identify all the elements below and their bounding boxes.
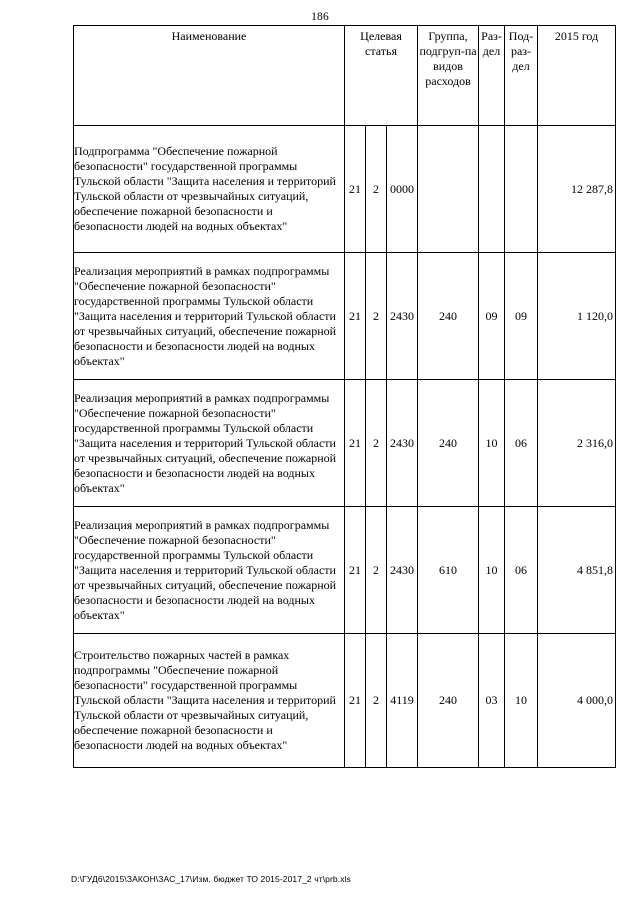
header-name: Наименование bbox=[74, 26, 345, 126]
target-code: 2430 bbox=[387, 507, 418, 634]
header-year: 2015 год bbox=[538, 26, 616, 126]
row-name: Реализация мероприятий в рамках подпрограммы "Обеспечение пожарной безопасности" государственной программы Тульской области "Защита населения и территорий Тульской области от чрезвычайных ситуаций, обеспечение пожарной безопасности и безопасности людей на водных объектах" bbox=[74, 507, 345, 634]
target-subprogram: 2 bbox=[366, 126, 387, 253]
target-program: 21 bbox=[345, 380, 366, 507]
table-row bbox=[74, 126, 616, 253]
target-code: 4119 bbox=[387, 634, 418, 768]
header-section: Раз-дел bbox=[479, 26, 505, 126]
expense-group: 610 bbox=[418, 507, 479, 634]
target-subprogram: 2 bbox=[366, 634, 387, 768]
table-row bbox=[74, 253, 616, 380]
target-program: 21 bbox=[345, 126, 366, 253]
subsection: 10 bbox=[505, 634, 538, 768]
header-subsection: Под-раз-дел bbox=[505, 26, 538, 126]
header-target: Целевая статья bbox=[345, 26, 418, 126]
target-program: 21 bbox=[345, 253, 366, 380]
subsection: 09 bbox=[505, 253, 538, 380]
target-code: 2430 bbox=[387, 380, 418, 507]
table-header-row bbox=[74, 26, 616, 126]
table-row bbox=[74, 634, 616, 768]
file-path-footer: D:\ГУД6\2015\ЗАКОН\ЗАС_17\Изм. бюджет ТО 2015-2017_2 чт\prb.xls bbox=[71, 874, 351, 884]
row-name: Реализация мероприятий в рамках подпрограммы "Обеспечение пожарной безопасности" государственной программы Тульской области "Защита населения и территорий Тульской области от чрезвычайных ситуаций, обеспечение пожарной безопасности и безопасности людей на водных объектах" bbox=[74, 380, 345, 507]
table-row bbox=[74, 380, 616, 507]
section: 03 bbox=[479, 634, 505, 768]
amount: 4 851,8 bbox=[538, 507, 616, 634]
row-name: Строительство пожарных частей в рамках подпрограммы "Обеспечение пожарной безопасности" государственной программы Тульской области "Защита населения и территорий Тульской области от чрезвычайных ситуаций, обеспечение пожарной безопасности и безопасности людей на водных объектах" bbox=[74, 634, 345, 768]
target-subprogram: 2 bbox=[366, 253, 387, 380]
amount: 1 120,0 bbox=[538, 253, 616, 380]
budget-table bbox=[73, 25, 616, 768]
row-name: Подпрограмма "Обеспечение пожарной безопасности" государственной программы Тульской области "Защита населения и территорий Тульской области от чрезвычайных ситуаций, обеспечение пожарной безопасности и безопасности людей на водных объектах" bbox=[74, 126, 345, 253]
section: 10 bbox=[479, 380, 505, 507]
section: 09 bbox=[479, 253, 505, 380]
target-subprogram: 2 bbox=[366, 380, 387, 507]
amount: 4 000,0 bbox=[538, 634, 616, 768]
row-name: Реализация мероприятий в рамках подпрограммы "Обеспечение пожарной безопасности" государственной программы Тульской области "Защита населения и территорий Тульской области от чрезвычайных ситуаций, обеспечение пожарной безопасности и безопасности людей на водных объектах" bbox=[74, 253, 345, 380]
section bbox=[479, 126, 505, 253]
amount: 12 287,8 bbox=[538, 126, 616, 253]
amount: 2 316,0 bbox=[538, 380, 616, 507]
subsection: 06 bbox=[505, 507, 538, 634]
section: 10 bbox=[479, 507, 505, 634]
target-subprogram: 2 bbox=[366, 507, 387, 634]
target-program: 21 bbox=[345, 507, 366, 634]
page-number: 186 bbox=[311, 11, 329, 23]
expense-group: 240 bbox=[418, 634, 479, 768]
subsection bbox=[505, 126, 538, 253]
expense-group: 240 bbox=[418, 253, 479, 380]
table-row bbox=[74, 507, 616, 634]
expense-group bbox=[418, 126, 479, 253]
subsection: 06 bbox=[505, 380, 538, 507]
expense-group: 240 bbox=[418, 380, 479, 507]
target-program: 21 bbox=[345, 634, 366, 768]
target-code: 2430 bbox=[387, 253, 418, 380]
target-code: 0000 bbox=[387, 126, 418, 253]
header-group: Группа, подгруп-па видов расходов bbox=[418, 26, 479, 126]
